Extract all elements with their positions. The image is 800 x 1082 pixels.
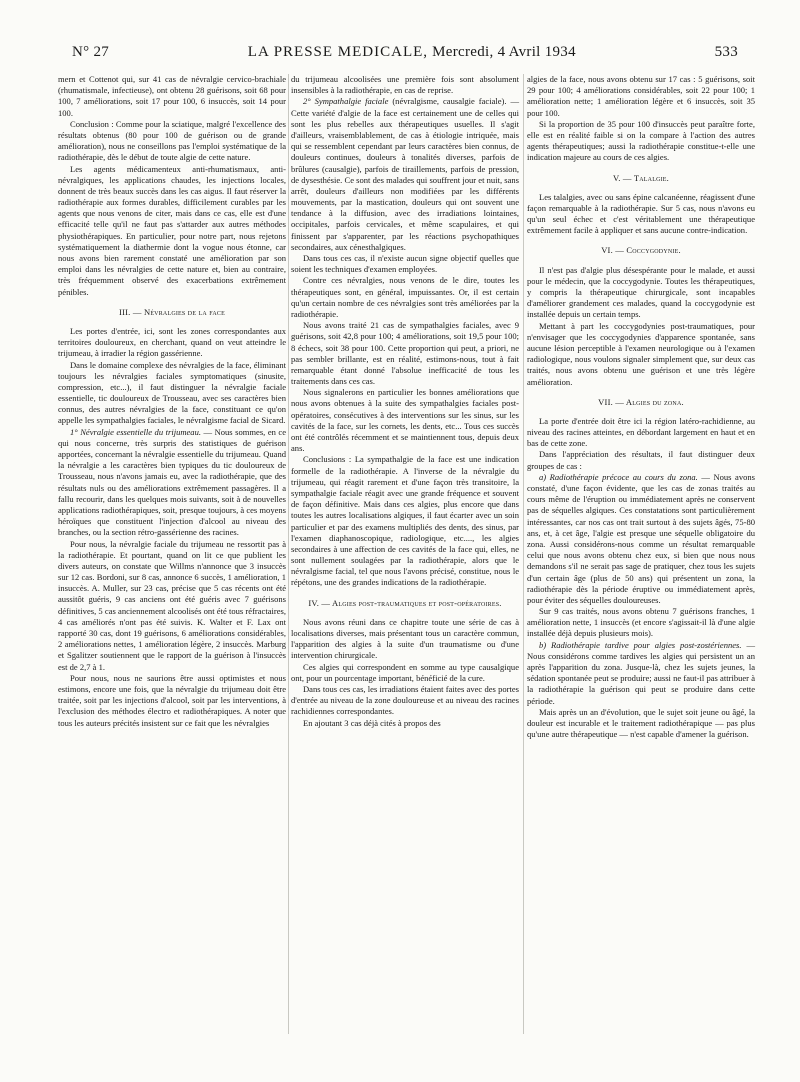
- paragraph: Nous signalerons en particulier les bonnes améliorations que nous avons obtenues à la suite des sympathalgies faciales post-opératoires, consécutives à des interventions sur les sinus, sur les cavités de la face, sur les cornets, les dents, etc... Tous ces succès ont été contrôlés récemment et se maintiennent tous, depuis deux ans.: [291, 387, 519, 454]
- paragraph: Conclusion : Comme pour la sciatique, malgré l'excellence des résultats obtenus (80 pour 100 de guérison ou de grande amélioration), nous ne conseillons pas l'emploi systématique de la radiothérapie, dès le début de toute algie de cette nature.: [58, 118, 286, 163]
- paragraph: Les portes d'entrée, ici, sont les zones correspondantes aux territoires douloureux, en cherchant, quand on veut atteindre le trijumeau, à irradier la région gassérienne.: [58, 325, 286, 359]
- paragraph-text: — Nous avons constaté, d'une façon évidente, que les cas de zonas traités au cours même de l'éruption ou immédiatement après ne conservent pas de séquelles algiques. Ces constatations sont particulièrement intéressantes, car nos cas ont trait surtout à des sujets âgés, 75-80 ans, et, à cet âge, l'algie est presque une séquelle obligatoire du zona. Aussi considérons-nous comme un résultat remarquable celui que nous avons obtenu chez eux, si bien que nous nous demandons s'il ne serait pas sage de pratiquer, chez tous les sujets d'un certain âge (plus de 50 ans) qui présentent un zona, la radiothérapie dès la période éruptive ou immédiatement après, pour éviter des séquelles douloureuses.: [527, 471, 755, 605]
- paragraph: Pour nous, la névralgie faciale du trijumeau ne ressortit pas à la radiothérapie. Et pourtant, quand on lit ce que publient les divers auteurs, on constate que Willms n'annonce que 3 insuccès sur 12 cas. Bordoni, sur 8 cas, annonce 6 succès, 1 amélioration, 1 insuccès. A. Muller, sur 23 cas, précise que 5 cas récents ont été aussitôt guéris, 9 cas anciens ont été guéris avec 7 guérisons définitives, 5 cas anciennement alcoolisés ont été tous réfractaires, 4 cas améliorés n'ont pas été suivis. K. Walter et F. Lax ont rapporté 30 cas, dont 19 guérisons, 6 améliorations considérables, 2 améliorations nettes, 1 amélioration légère, 2 insuccès. Marburg et Sgalitzer soutiennent que le rapport de la guérison à l'insuccès est de 2,7 à 1.: [58, 538, 286, 672]
- paragraph: Mettant à part les coccygodynies post-traumatiques, pour n'envisager que les coccygodynies d'apparence spontanée, sans aucune lésion perceptible à l'examen neurologique ou à l'examen radiologique, nous voulons signaler simplement que, sur deux cas traités, nous avons obtenu une guérison et une très légère amélioration.: [527, 320, 755, 387]
- section-heading: V. — Talalgie.: [612, 172, 670, 183]
- paragraph: Dans tous ces cas, il n'existe aucun signe objectif quelles que soient les techniques d'examen employées.: [291, 253, 519, 275]
- paragraph-text: (névralgisme, causalgie faciale). — Cette variété d'algie de la face est certainement une de celles qui sont les plus rebelles aux thérapeutiques usuelles. Il s'agit d'ailleurs, vraisemblablement, de cas à étiologie intriquée, mais qui se ressemblent cependant par leurs caractères bien connus, de douleurs continues, douleurs à tonalités diverses, parfois de brûlures (causalgie), parfois de tiraillements, parfois de pression, de dysesthésie. Ce sont des malades qui souffrent jour et nuit, sans arrêt, douleurs d'ailleurs non modifiées par les différents mouvements, par la mastication, douleurs qui ont souvent une tendance à la diffusion, avec des irradiations lointaines, occipitales, parfois cervicales, et même scapulaires, et qui finissent par s'apparenter, par les réactions psychopathiques secondaires, aux cénesthalgiques.: [291, 96, 519, 252]
- paragraph: Dans tous ces cas, les irradiations étaient faites avec des portes d'entrée au niveau de la zone douloureuse et au niveau des racines rachidiennes correspondantes.: [291, 683, 519, 717]
- paragraph: Si la proportion de 35 pour 100 d'insuccès peut paraître forte, elle est en réalité faible si on la compare à l'action des autres agents thérapeutiques; aussi la radiothérapie constitue-t-elle une indication majeure au cours de ces algies.: [527, 118, 755, 163]
- paragraph: Sur 9 cas traités, nous avons obtenu 7 guérisons franches, 1 amélioration nette, 1 insuccès (et encore s'agissait-il là d'une algie installée déjà depuis plusieurs mois).: [527, 606, 755, 639]
- paragraph: Nous avons traité 21 cas de sympathalgies faciales, avec 9 guérisons, soit 42,8 pour 100; 4 améliorations, soit 19,5 pour 100; 8 échecs, soit 38 pour 100. Cette proportion qui peut, a priori, ne pas sembler brillante, est en réalité, estimons-nous, tout à fait remarquable étant donné l'absolue inefficacité de tous les traitements dans ces cas.: [291, 320, 519, 387]
- text-column-2: [291, 74, 519, 729]
- paragraph: du trijumeau alcoolisées une première fois sont absolument insensibles à la radiothérapie, en cas de reprise.: [291, 74, 519, 96]
- text-column-1: [58, 74, 286, 729]
- page-number: 533: [714, 44, 738, 60]
- journal-title: LA PRESSE MEDICALE,: [247, 44, 429, 60]
- paragraph: [291, 96, 519, 253]
- masthead: [109, 44, 715, 61]
- paragraph-lead: 2° Sympathalgie faciale: [303, 96, 389, 107]
- section-heading: VII. — Algies du zona.: [598, 396, 684, 407]
- paragraph: Dans le domaine complexe des névralgies de la face, éliminant toujours les névralgies faciales symptomatiques (sinusite, compression, etc...), il faut distinguer la névralgie faciale essentielle, tic douloureux de Trousseau, avec ses caractères bien connus, des autres névralgies de la face, constituant ce qu'on appelle les sympathalgies faciales, le névralgisme facial de Sicard.: [58, 359, 286, 426]
- section-heading: VI. — Coccygodynie.: [601, 245, 681, 256]
- page-header: [72, 44, 738, 68]
- text-column-3: [527, 74, 755, 740]
- paragraph: Les agents médicamenteux anti-rhumatismaux, anti-névralgiques, les applications chaudes, les injections locales, donnent de très beaux succès dans les cas aigus. Il faut réserver la radiothérapie aux formes durables, difficilement curables par les agents que nous venons de citer, mais dans ce cas, elle est d'une efficacité telle qu'il ne faut pas s'attarder aux autres méthodes physiothérapiques. En particulier, pour notre part, nous rejetons systématiquement la diathermie dont la vogue nous étonne, car nous avons bien rarement constaté une amélioration par son emploi dans les névralgies de cette nature et, bien au contraire, très fréquemment observé des exacerbations extrêmement pénibles.: [58, 163, 286, 297]
- paragraph-text: — Nous sommes, en ce qui nous concerne, très surpris des statistiques de guérison apportées, concernant la névralgie essentielle du trijumeau. Quand la névralgie a les caractères bien typiques du tic douloureux de Trousseau, nous n'avons jamais eu, avec la radiothérapie, que des résultats nuls ou des améliorations extrêmement passagères. Il a fallu recourir, dans les quelques mois suivants, soit à de nouvelles applications radiothérapiques, soit, presque toujours, à ces moyens héroïques que constituent l'injection d'alcool au niveau des branches, ou la section rétro-gassérienne des racines.: [58, 426, 286, 538]
- paragraph-lead: b) Radiothérapie tardive pour algies post-zostériennes.: [539, 639, 742, 650]
- paragraph: La porte d'entrée doit être ici la région latéro-rachidienne, au niveau des racines atteintes, en débordant largement en haut et en bas de cette zone.: [527, 415, 755, 449]
- paragraph: Conclusions : La sympathalgie de la face est une indication formelle de la radiothérapie. A l'inverse de la névralgie du trijumeau, qui réagit rarement et d'une façon très transitoire, la sympathalgie faciale réagit avec une grande fréquence et souvent de façon définitive. Mais dans ces algies, plus encore que dans toutes les autres localisations algiques, il faut écarter avec un soin particulier et par des examens multipliés des dents, des sinus, par l'examen diaphanoscopique, radiologique, etc...., les algies secondaires à une affection de ces cavités de la face qui, elles, ne sont nullement soulagées par la radiothérapie, alors que le névralgisme facial, tel que nous l'avons précisé, constitue, nous le répétons, une des grandes indications de la radiothérapie.: [291, 454, 519, 588]
- paragraph: Il n'est pas d'algie plus désespérante pour le malade, et aussi pour le médecin, que la coccygodynie. Toutes les thérapeutiques, y compris la thérapeutique chirurgicale, sont incapables d'améliorer grandement ces malades, quand la coccygodynie est installée depuis un certain temps.: [527, 264, 755, 320]
- paragraph: [527, 640, 755, 707]
- paragraph: Mais après un an d'évolution, que le sujet soit jeune ou âgé, la douleur est incurable et le traitement radiothérapique — pas plus qu'une autre thérapeutique — n'est capable d'amener la guérison.: [527, 706, 755, 740]
- paragraph-lead: 1° Névralgie essentielle du trijumeau.: [70, 426, 201, 437]
- paragraph: Dans l'appréciation des résultats, il faut distinguer deux groupes de cas :: [527, 449, 755, 471]
- issue-number: N° 27: [72, 44, 110, 60]
- issue-date: Mercredi, 4 Avril 1934: [432, 44, 576, 60]
- paragraph: Pour nous, nous ne saurions être aussi optimistes et nous estimons, encore une fois, que la névralgie du trijumeau doit être traitée, soit par les injections d'alcool, soit par les interventions, à l'exclusion des méthodes électro et radiothérapiques. A noter que tous les auteurs précités insistent sur ce fait que les névralgies: [58, 672, 286, 728]
- paragraph: Les talalgies, avec ou sans épine calcanéenne, réagissent d'une façon remarquable à la radiothérapie. Sur 5 cas, nous n'avons eu qu'un seul échec et c'est véritablement une thérapeutique extrêmement facile à appliquer et sans aucune contre-indication.: [527, 191, 755, 236]
- paragraph: [527, 472, 755, 606]
- paragraph: [58, 427, 286, 539]
- paragraph: Ces algies qui correspondent en somme au type causalgique ont, pour un pourcentage important, bénéficié de la cure.: [291, 661, 519, 683]
- column-divider: [288, 74, 289, 1034]
- paragraph: Nous avons réuni dans ce chapitre toute une série de cas à localisations diverses, mais présentant tous un caractère commun, l'apparition des algies à la suite d'un traumatisme ou d'une intervention chirurgicale.: [291, 616, 519, 661]
- paragraph: En ajoutant 3 cas déjà cités à propos des: [303, 717, 441, 728]
- paragraph: algies de la face, nous avons obtenu sur 17 cas : 5 guérisons, soit 29 pour 100; 4 améliorations considérables, soit 22 pour 100; 1 amélioration nette; 1 amélioration légère et 6 insuccès, soit 35 pour 100.: [527, 74, 755, 118]
- column-divider: [523, 74, 524, 1034]
- paragraph-text: — Nous considérons comme tardives les algies qui persistent un an après l'apparition du zona. Jusque-là, chez les sujets jeunes, la sédation spontanée peut se produire; aussi ne faut-il pas attribuer à la radiothérapie la guérison qui peut se produire dans cette période.: [527, 639, 755, 706]
- paragraph: mern et Cottenot qui, sur 41 cas de névralgie cervico-brachiale (rhumatismale, infectieuse), ont obtenu 28 guérisons, soit 68 pour 100, 7 améliorations, soit 17 pour 100, 6 insuccès, soit 14 pour 100.: [58, 74, 286, 118]
- section-heading: IV. — Algies post-traumatiques et post-opératoires.: [308, 597, 502, 608]
- paragraph: Contre ces névralgies, nous venons de le dire, toutes les thérapeutiques sont, en général, impuissantes. Or, il est certain qu'un certain nombre de ces névralgies sont très améliorées par la radiothérapie.: [291, 275, 519, 319]
- paragraph-lead: a) Radiothérapie précoce au cours du zona.: [539, 471, 698, 482]
- section-heading: III. — Névralgies de la face: [119, 306, 225, 317]
